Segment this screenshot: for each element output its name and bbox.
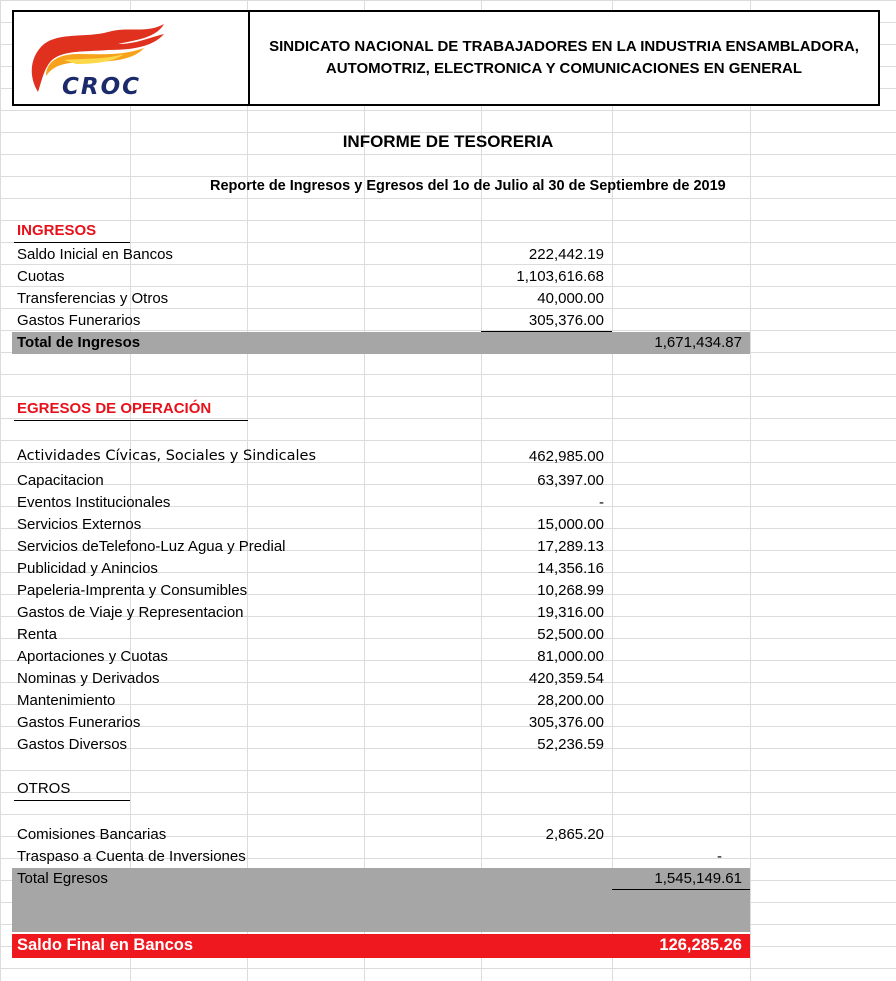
organization-name: SINDICATO NACIONAL DE TRABAJADORES EN LA INDUSTRIA ENSAMBLADORA, AUTOMOTRIZ, ELECTRONICA Y COMUNICACIONES EN GENERAL [269,38,859,77]
row-label: Papeleria-Imprenta y Consumibles [17,582,248,599]
row-label: Cuotas [17,268,65,285]
row-value: 15,000.00 [537,516,604,533]
letterhead [12,10,880,106]
row-value: 420,359.54 [528,670,604,687]
total-ingresos-label: Total de Ingresos [17,334,141,351]
row-label: Publicidad y Anincios [17,560,158,577]
row-label: Mantenimiento [17,692,116,709]
total-egresos-label: Total Egresos [17,870,108,887]
egreso-row [0,558,896,580]
row-label: Servicios Externos [17,516,142,533]
saldo-final-row [0,935,896,959]
ingreso-row [0,266,896,288]
ingreso-row [0,244,896,266]
saldo-final-value: 126,285.26 [659,936,742,954]
saldo-final-label: Saldo Final en Bancos [17,936,194,954]
total-egresos-row [0,868,896,890]
logo-text: CROC [62,74,142,100]
otros-heading-row [0,778,896,800]
row-value: 52,500.00 [537,626,604,643]
row-label: Traspaso a Cuenta de Inversiones [17,848,246,865]
croc-logo [24,20,184,98]
row-label: Capacitacion [17,472,104,489]
row-value: 19,316.00 [537,604,604,621]
section-underline [14,420,248,421]
row-value: 222,442.19 [528,246,604,263]
row-label: Aportaciones y Cuotas [17,648,168,665]
row-label: Transferencias y Otros [17,290,169,307]
ingresos-heading: INGRESOS [17,222,97,239]
row-label: Servicios deTelefono-Luz Agua y Predial [17,538,286,555]
row-value: - [717,848,722,865]
row-value: 63,397.00 [537,472,604,489]
row-value: 10,268.99 [537,582,604,599]
row-label: Renta [17,626,58,643]
total-egresos-value: 1,545,149.61 [654,870,742,887]
otros-row [0,846,896,868]
report-title: INFORME DE TESORERIA [342,132,554,151]
total-ingresos-value: 1,671,434.87 [654,334,742,351]
row-value: 52,236.59 [537,736,604,753]
row-label: Gastos de Viaje y Representacion [17,604,244,621]
row-value: 462,985.00 [528,448,604,465]
row-label: Nominas y Derivados [17,670,160,687]
row-value: - [599,494,604,511]
row-value: 2,865.20 [545,826,604,843]
egreso-row [0,734,896,756]
report-subtitle: Reporte de Ingresos y Egresos del 1o de Julio al 30 de Septiembre de 2019 [210,178,726,194]
egresos-heading: EGRESOS DE OPERACIÓN [17,400,212,417]
row-value: 40,000.00 [537,290,604,307]
row-label: Saldo Inicial en Bancos [17,246,173,263]
ingreso-row [0,288,896,310]
egreso-row [0,580,896,602]
row-label: Comisiones Bancarias [17,826,167,843]
total-ingresos-row [0,332,896,354]
egreso-row [0,690,896,712]
egreso-row [0,624,896,646]
egreso-row [0,646,896,668]
row-value: 81,000.00 [537,648,604,665]
egreso-row [0,668,896,690]
otros-heading: OTROS [17,780,71,797]
section-underline [14,242,130,243]
row-label: Eventos Institucionales [17,494,171,511]
row-label: Gastos Diversos [17,736,128,753]
egreso-row [0,712,896,734]
row-value: 28,200.00 [537,692,604,709]
row-value: 305,376.00 [528,312,604,329]
row-label: Actividades Cívicas, Sociales y Sindicales [17,448,317,464]
ingreso-row [0,310,896,332]
row-value: 14,356.16 [537,560,604,577]
row-value: 1,103,616.68 [516,268,604,285]
egreso-row [0,470,896,492]
row-value: 305,376.00 [528,714,604,731]
otros-row [0,824,896,846]
egreso-row [0,446,896,468]
row-label: Gastos Funerarios [17,714,141,731]
row-label: Gastos Funerarios [17,312,141,329]
section-underline [14,800,130,801]
egreso-row [0,492,896,514]
sum-line [612,889,750,890]
egreso-row [0,514,896,536]
egreso-row [0,602,896,624]
row-value: 17,289.13 [537,538,604,555]
egreso-row [0,536,896,558]
